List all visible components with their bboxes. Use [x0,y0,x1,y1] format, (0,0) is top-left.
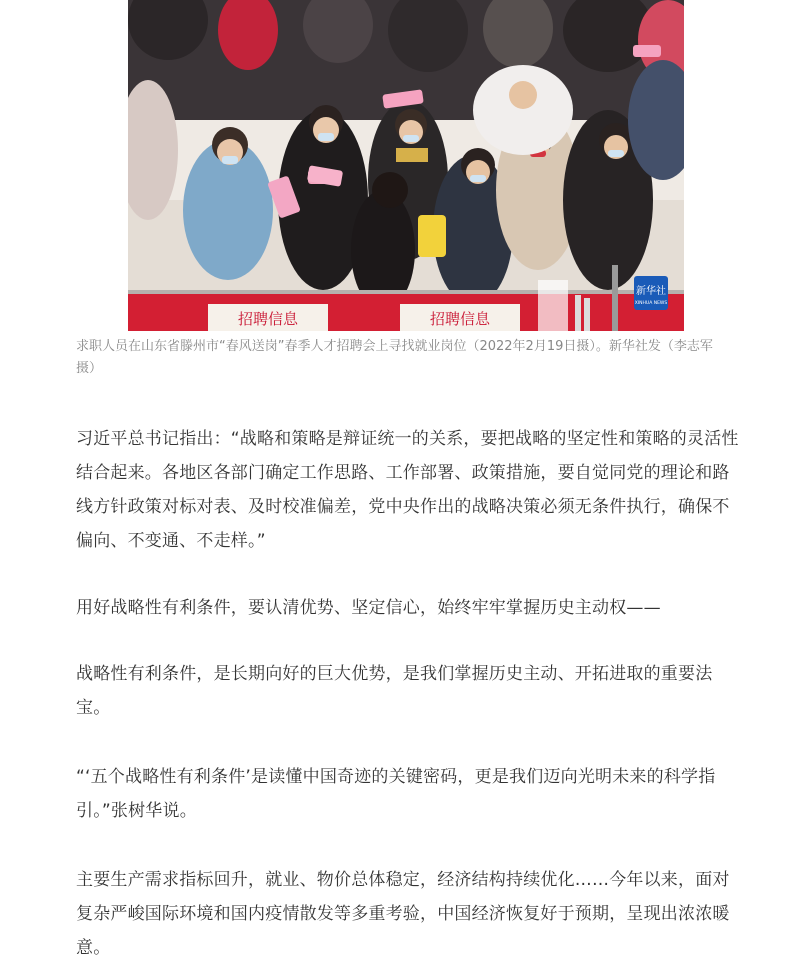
sign-left-text: 招聘信息 [237,310,299,328]
job-fair-crowd-image [128,0,684,331]
paragraph-1: 习近平总书记指出：“战略和策略是辩证统一的关系，要把战略的坚定性和策略的灵活性结合起来。各地区各部门确定工作思路、工作部署、政策措施，要自觉同党的理论和路线方针政策对标对表、及时校准偏差，党中央作出的战略决策必须无条件执行，确保不偏向、不变通、不走样。” [76,429,739,551]
news-photo [128,0,684,331]
paragraph-5: 主要生产需求指标回升，就业、物价总体稳定，经济结构持续优化……今年以来，面对复杂严峻国际环境和国内疫情散发等多重考验，中国经济恢复好于预期，呈现出浓浓暖意。 [76,870,730,958]
paragraph-4: “‘五个战略性有利条件’是读懂中国奇迹的关键密码，更是我们迈向光明未来的科学指引。”张树华说。 [76,767,716,821]
sign-right-text: 招聘信息 [429,310,491,328]
svg-text:XINHUA NEWS: XINHUA NEWS [634,301,668,306]
svg-text:新华社: 新华社 [636,286,666,297]
xinhua-watermark-icon [634,276,668,310]
paragraph-3: 战略性有利条件，是长期向好的巨大优势，是我们掌握历史主动、开拓进取的重要法宝。 [76,664,713,718]
paragraph-2: 用好战略性有利条件，要认清优势、坚定信心，始终牢牢掌握历史主动权—— [76,598,661,618]
photo-caption: 求职人员在山东省滕州市“春风送岗”春季人才招聘会上寻找就业岗位（2022年2月19日摄）。新华社发（李志军 摄） [76,339,713,376]
